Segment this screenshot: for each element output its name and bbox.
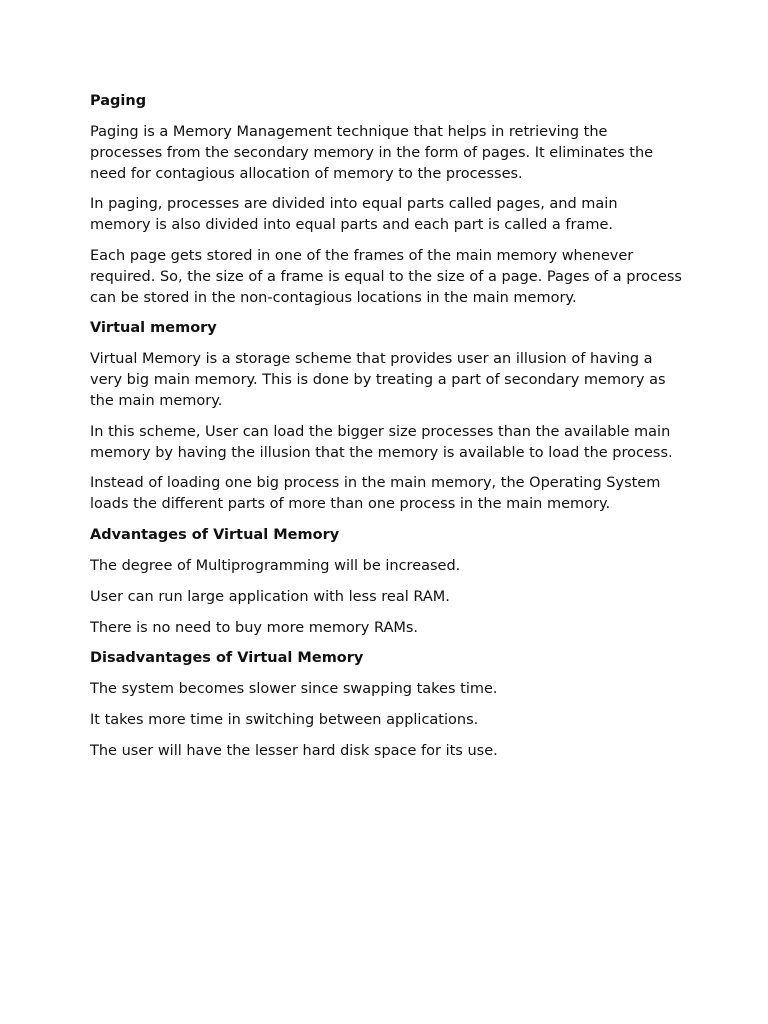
paragraph: There is no need to buy more memory RAMs. <box>90 619 419 636</box>
section-paging <box>90 91 682 308</box>
section-heading: Advantages of Virtual Memory <box>90 526 340 543</box>
section-heading: Paging <box>90 93 147 109</box>
paragraph: User can run large application with less real RAM. <box>90 588 450 605</box>
section-heading: Virtual memory <box>90 320 217 337</box>
paragraph: The degree of Multiprogramming will be increased. <box>90 557 461 574</box>
paragraph: It takes more time in switching between applications. <box>90 712 479 729</box>
paragraph: Each page gets stored in one of the frames of the main memory whenever required. So, the size of a frame is equal to the size of a page. Pages of a process can be stored in the non-contagious locations in the main memory. <box>90 247 682 306</box>
section-heading: Disadvantages of Virtual Memory <box>90 650 364 667</box>
section-advantages <box>90 525 682 638</box>
section-disadvantages <box>90 648 682 761</box>
paragraph: In paging, processes are divided into equal parts called pages, and main memory is also divided into equal parts and each part is called a frame. <box>90 196 618 234</box>
paragraph: Instead of loading one big process in the main memory, the Operating System loads the different parts of more than one process in the main memory. <box>90 475 661 513</box>
paragraph: The system becomes slower since swapping takes time. <box>90 681 498 698</box>
paragraph: In this scheme, User can load the bigger size processes than the available main memory by having the illusion that the memory is available to load the process. <box>90 423 673 461</box>
paragraph: Virtual Memory is a storage scheme that provides user an illusion of having a very big main memory. This is done by treating a part of secondary memory as the main memory. <box>90 351 666 409</box>
section-virtual-memory <box>90 318 682 515</box>
document-page <box>90 91 682 772</box>
paragraph: The user will have the lesser hard disk space for its use. <box>90 742 498 759</box>
paragraph: Paging is a Memory Management technique that helps in retrieving the processes from the secondary memory in the form of pages. It eliminates the need for contagious allocation of memory to the processes. <box>90 124 654 182</box>
